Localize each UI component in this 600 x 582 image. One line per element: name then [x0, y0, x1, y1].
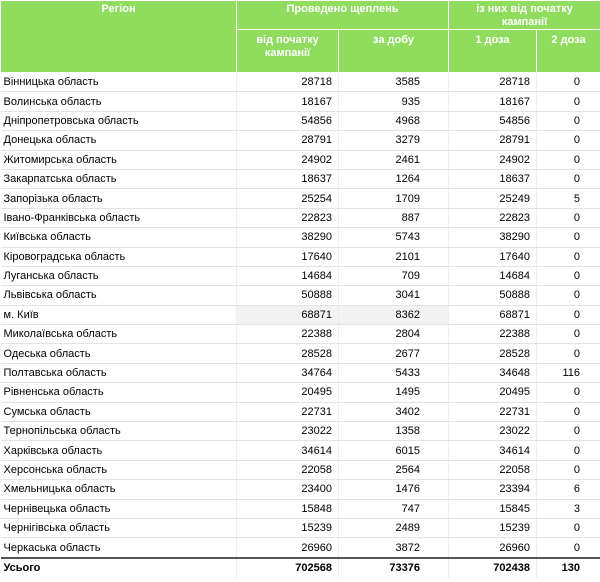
table-row [1, 422, 600, 441]
total-label: Усього [1, 558, 237, 578]
row-dose1: 22058 [449, 460, 537, 479]
row-dose1: 54856 [449, 111, 537, 130]
table-row [1, 92, 600, 111]
row-dose1: 38290 [449, 228, 537, 247]
row-per-day: 709 [339, 266, 449, 285]
row-region: Рівненська область [1, 383, 237, 402]
row-region: Запорізька область [1, 189, 237, 208]
row-region: Чернігівська область [1, 518, 237, 537]
row-dose1: 22388 [449, 325, 537, 344]
row-since-start: 18637 [237, 169, 339, 188]
row-since-start: 68871 [237, 305, 339, 324]
header-dose2: 2 доза [537, 30, 600, 73]
row-since-start: 25254 [237, 189, 339, 208]
row-dose2: 0 [537, 460, 600, 479]
row-dose2: 0 [537, 422, 600, 441]
row-dose1: 68871 [449, 305, 537, 324]
table-row [1, 538, 600, 558]
table-row [1, 208, 600, 227]
row-since-start: 23022 [237, 422, 339, 441]
row-since-start: 15239 [237, 518, 339, 537]
row-dose2: 0 [537, 169, 600, 188]
row-per-day: 1709 [339, 189, 449, 208]
row-since-start: 26960 [237, 538, 339, 558]
row-per-day: 887 [339, 208, 449, 227]
table-row [1, 228, 600, 247]
row-since-start: 22823 [237, 208, 339, 227]
row-dose2: 0 [537, 131, 600, 150]
table-row [1, 518, 600, 537]
row-region: м. Київ [1, 305, 237, 324]
row-per-day: 935 [339, 92, 449, 111]
row-dose1: 22823 [449, 208, 537, 227]
row-per-day: 6015 [339, 441, 449, 460]
row-dose1: 18637 [449, 169, 537, 188]
row-region: Одеська область [1, 344, 237, 363]
row-per-day: 3279 [339, 131, 449, 150]
row-region: Черкаська область [1, 538, 237, 558]
header-of-them: із них від початку кампанії [449, 1, 600, 30]
row-since-start: 15848 [237, 499, 339, 518]
row-dose1: 17640 [449, 247, 537, 266]
row-since-start: 34764 [237, 363, 339, 382]
table-row [1, 363, 600, 382]
row-per-day: 3402 [339, 402, 449, 421]
row-region: Кіровоградська область [1, 247, 237, 266]
table-row [1, 499, 600, 518]
row-dose1: 28528 [449, 344, 537, 363]
row-per-day: 2677 [339, 344, 449, 363]
row-dose1: 20495 [449, 383, 537, 402]
table-row [1, 441, 600, 460]
row-since-start: 38290 [237, 228, 339, 247]
row-region: Київська область [1, 228, 237, 247]
table-row [1, 383, 600, 402]
row-dose1: 34648 [449, 363, 537, 382]
row-per-day: 2564 [339, 460, 449, 479]
row-since-start: 22058 [237, 460, 339, 479]
row-dose1: 25249 [449, 189, 537, 208]
row-per-day: 3041 [339, 286, 449, 305]
row-per-day: 4968 [339, 111, 449, 130]
row-dose2: 6 [537, 480, 600, 499]
row-dose1: 18167 [449, 92, 537, 111]
row-dose2: 3 [537, 499, 600, 518]
row-region: Дніпропетровська область [1, 111, 237, 130]
row-per-day: 2804 [339, 325, 449, 344]
row-region: Сумська область [1, 402, 237, 421]
row-per-day: 1264 [339, 169, 449, 188]
total-dose1: 702438 [449, 558, 537, 578]
total-per-day: 73376 [339, 558, 449, 578]
table-row [1, 266, 600, 285]
row-since-start: 17640 [237, 247, 339, 266]
row-dose1: 28791 [449, 131, 537, 150]
table-row [1, 73, 600, 92]
row-dose2: 0 [537, 538, 600, 558]
row-region: Львівська область [1, 286, 237, 305]
table-row [1, 305, 600, 324]
row-dose2: 0 [537, 344, 600, 363]
table-row [1, 480, 600, 499]
row-region: Вінницька область [1, 73, 237, 92]
row-region: Хмельницька область [1, 480, 237, 499]
table-row [1, 169, 600, 188]
row-per-day: 2461 [339, 150, 449, 169]
row-region: Житомирська область [1, 150, 237, 169]
row-region: Донецька область [1, 131, 237, 150]
header-vaccinated: Проведено щеплень [237, 1, 449, 30]
row-per-day: 8362 [339, 305, 449, 324]
row-since-start: 28791 [237, 131, 339, 150]
row-dose2: 0 [537, 325, 600, 344]
table-row [1, 325, 600, 344]
table-row [1, 344, 600, 363]
row-per-day: 3585 [339, 73, 449, 92]
table-row [1, 286, 600, 305]
row-per-day: 747 [339, 499, 449, 518]
row-since-start: 28718 [237, 73, 339, 92]
row-dose1: 50888 [449, 286, 537, 305]
row-dose2: 0 [537, 518, 600, 537]
header-region: Регіон [1, 1, 237, 73]
row-dose1: 24902 [449, 150, 537, 169]
row-per-day: 2101 [339, 247, 449, 266]
row-region: Луганська область [1, 266, 237, 285]
row-dose2: 0 [537, 73, 600, 92]
row-dose2: 0 [537, 150, 600, 169]
row-region: Херсонська область [1, 460, 237, 479]
row-dose1: 15239 [449, 518, 537, 537]
row-since-start: 54856 [237, 111, 339, 130]
row-per-day: 5433 [339, 363, 449, 382]
row-dose1: 22731 [449, 402, 537, 421]
row-dose2: 0 [537, 92, 600, 111]
row-dose2: 0 [537, 247, 600, 266]
row-since-start: 34614 [237, 441, 339, 460]
row-region: Закарпатська область [1, 169, 237, 188]
row-region: Тернопільська область [1, 422, 237, 441]
row-region: Миколаївська область [1, 325, 237, 344]
row-dose2: 0 [537, 266, 600, 285]
row-dose1: 15845 [449, 499, 537, 518]
row-since-start: 22388 [237, 325, 339, 344]
table-row [1, 111, 600, 130]
row-region: Чернівецька область [1, 499, 237, 518]
row-since-start: 28528 [237, 344, 339, 363]
row-region: Волинська область [1, 92, 237, 111]
total-row [1, 558, 600, 578]
row-per-day: 2489 [339, 518, 449, 537]
row-since-start: 22731 [237, 402, 339, 421]
row-region: Харківська область [1, 441, 237, 460]
total-since-start: 702568 [237, 558, 339, 578]
total-dose2: 130 [537, 558, 600, 578]
header-dose1: 1 доза [449, 30, 537, 73]
row-dose1: 14684 [449, 266, 537, 285]
row-since-start: 14684 [237, 266, 339, 285]
header-since-start: від початку кампанії [237, 30, 339, 73]
row-dose2: 0 [537, 441, 600, 460]
row-region: Івано-Франківська область [1, 208, 237, 227]
row-since-start: 18167 [237, 92, 339, 111]
row-dose2: 0 [537, 402, 600, 421]
row-since-start: 24902 [237, 150, 339, 169]
table-row [1, 150, 600, 169]
row-dose1: 26960 [449, 538, 537, 558]
row-since-start: 23400 [237, 480, 339, 499]
row-dose2: 0 [537, 305, 600, 324]
table-header [1, 1, 600, 73]
row-dose2: 0 [537, 383, 600, 402]
row-per-day: 5743 [339, 228, 449, 247]
table-row [1, 402, 600, 421]
row-per-day: 1358 [339, 422, 449, 441]
row-dose2: 0 [537, 286, 600, 305]
row-per-day: 3872 [339, 538, 449, 558]
row-per-day: 1476 [339, 480, 449, 499]
table-row [1, 460, 600, 479]
row-dose2: 5 [537, 189, 600, 208]
row-dose1: 23022 [449, 422, 537, 441]
table-row [1, 131, 600, 150]
row-since-start: 50888 [237, 286, 339, 305]
table-body [1, 73, 600, 558]
table-row [1, 247, 600, 266]
row-dose1: 28718 [449, 73, 537, 92]
row-dose2: 0 [537, 228, 600, 247]
row-dose2: 0 [537, 208, 600, 227]
row-since-start: 20495 [237, 383, 339, 402]
row-dose2: 116 [537, 363, 600, 382]
row-dose1: 23394 [449, 480, 537, 499]
row-dose2: 0 [537, 111, 600, 130]
header-per-day: за добу [339, 30, 449, 73]
row-region: Полтавська область [1, 363, 237, 382]
row-dose1: 34614 [449, 441, 537, 460]
row-per-day: 1495 [339, 383, 449, 402]
table-row [1, 189, 600, 208]
